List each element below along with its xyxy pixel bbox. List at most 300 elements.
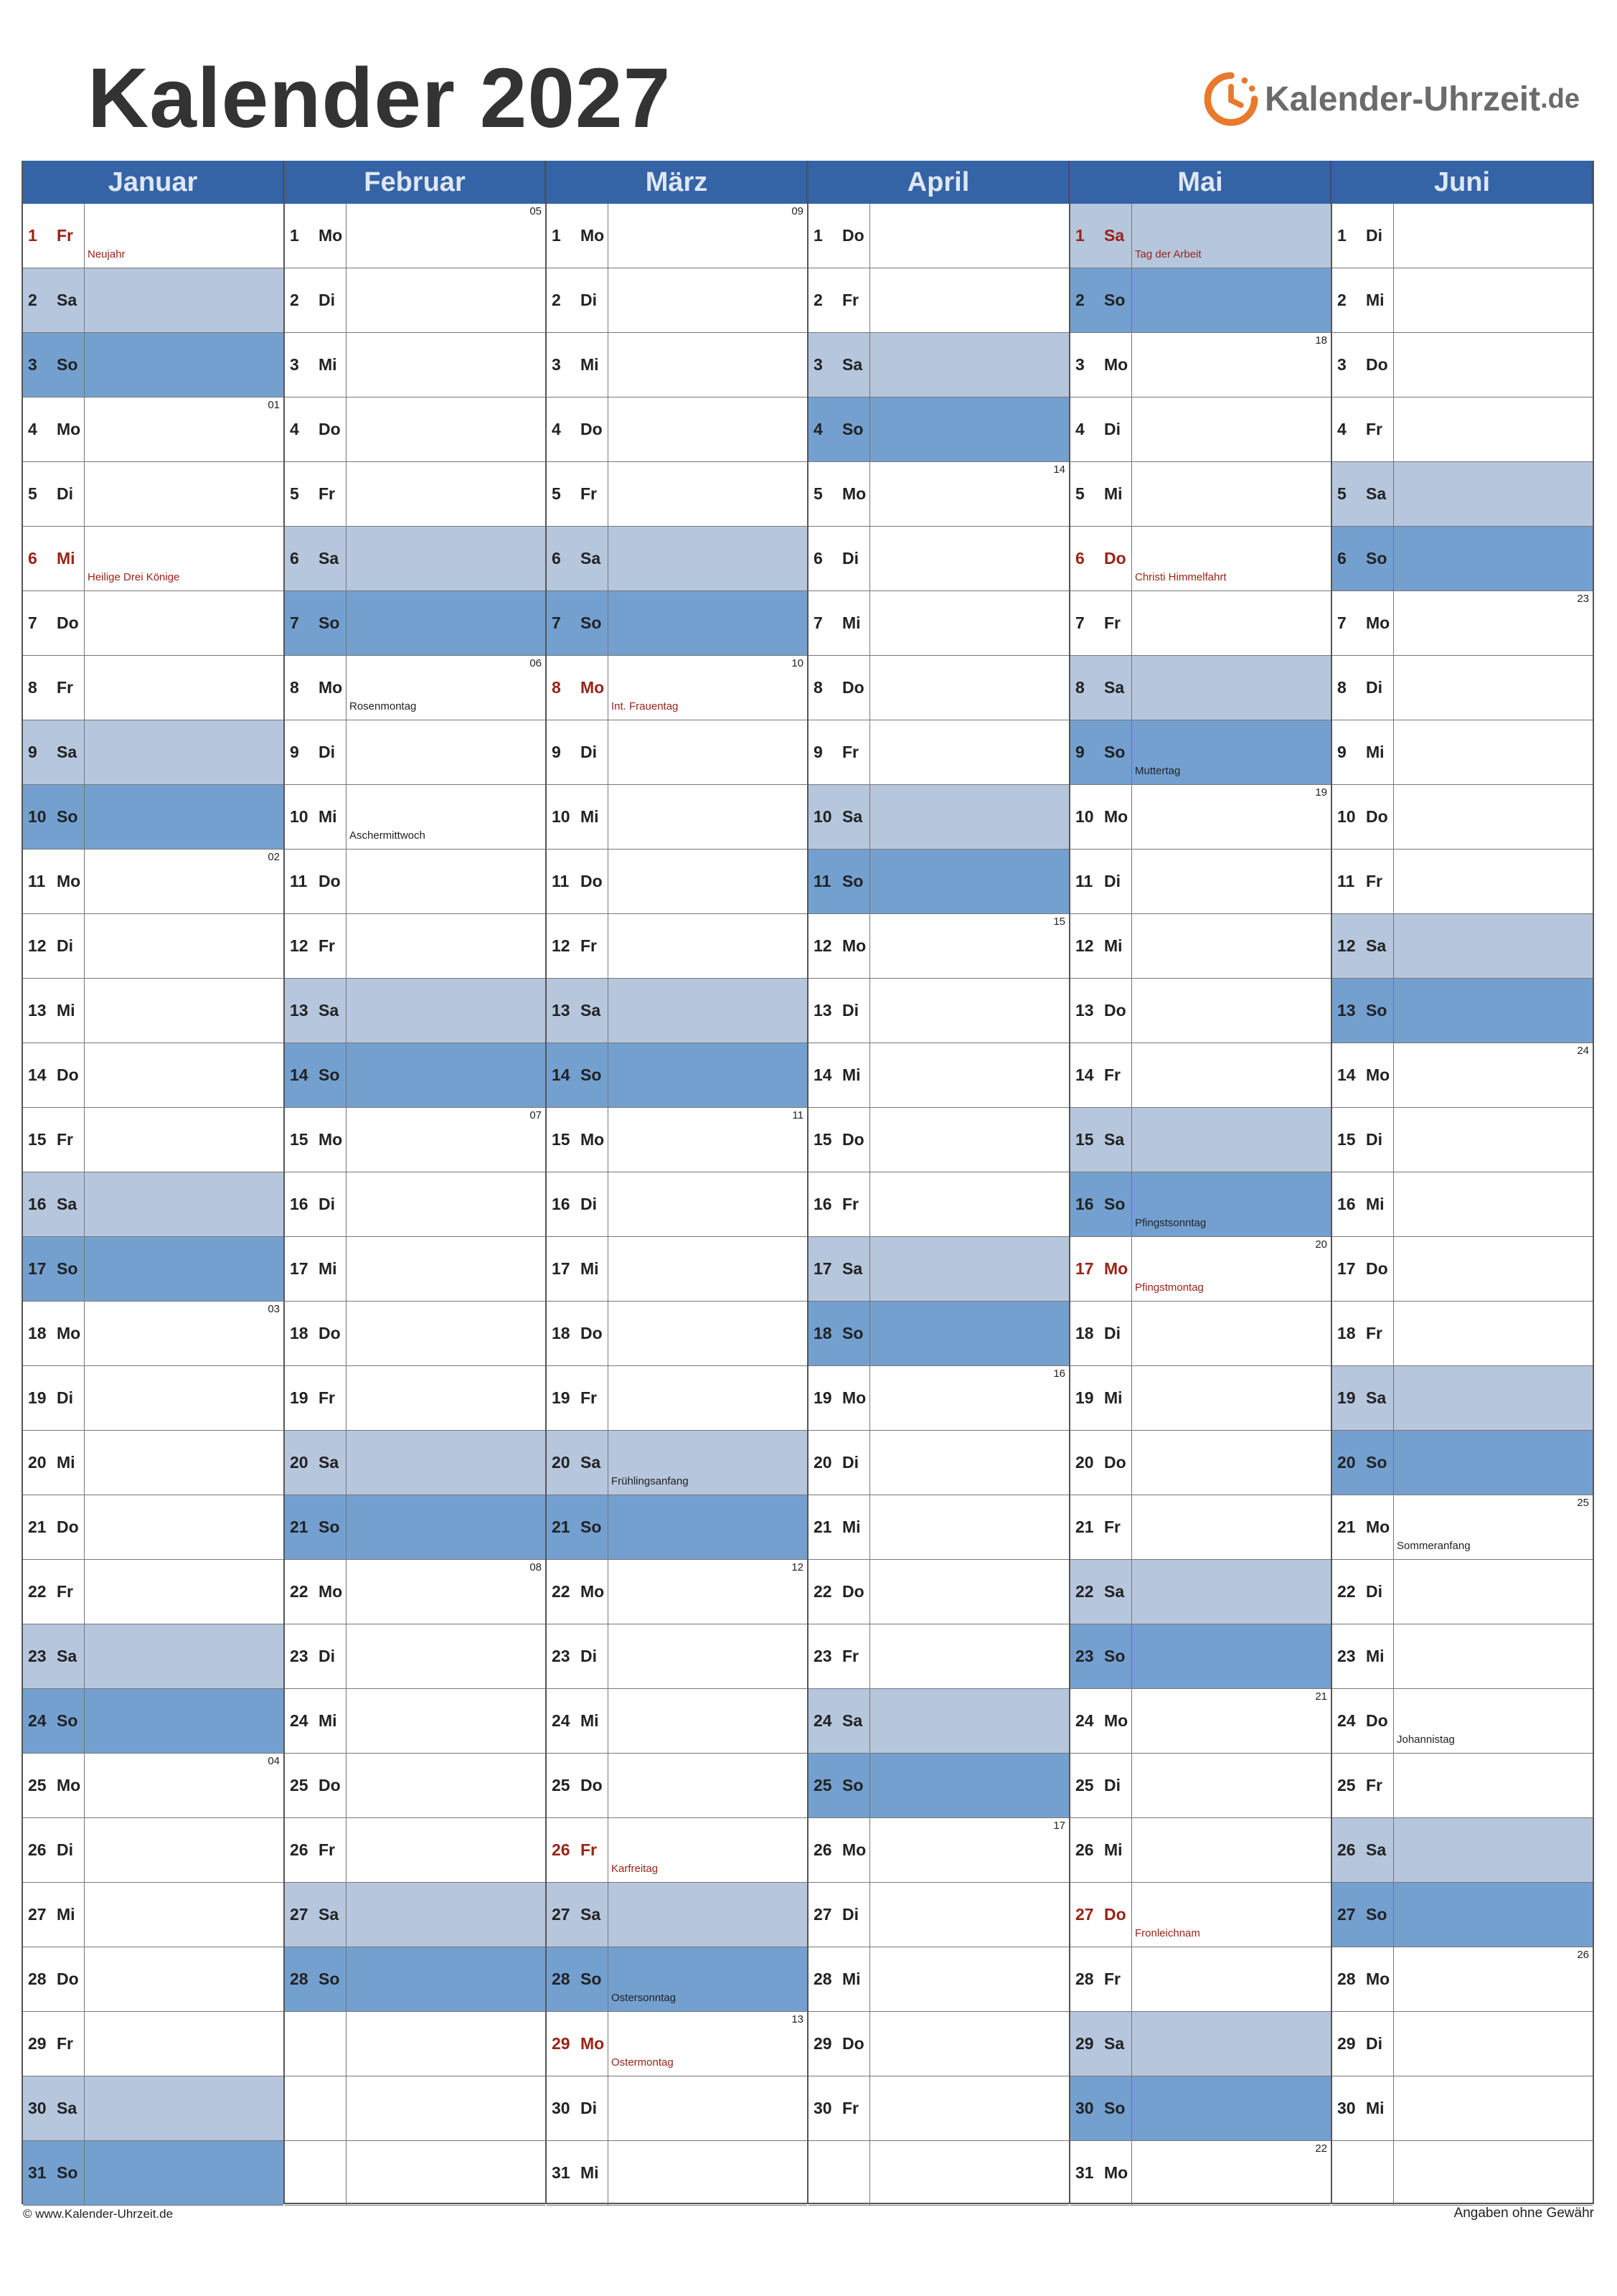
day-note-cell[interactable] bbox=[608, 1689, 807, 1753]
month-header: Februar bbox=[285, 161, 545, 204]
day-note-cell[interactable] bbox=[1132, 2076, 1331, 2140]
day-note-cell[interactable] bbox=[1132, 979, 1331, 1043]
day-note-cell[interactable] bbox=[870, 591, 1069, 655]
day-number-cell bbox=[285, 1818, 346, 1882]
day-number-cell bbox=[23, 527, 85, 591]
weekday-abbr: Mi bbox=[1366, 291, 1385, 309]
day-note-cell[interactable] bbox=[870, 2076, 1069, 2140]
day-number: 23 bbox=[1075, 1647, 1094, 1665]
weekday-abbr: Mi bbox=[842, 1970, 861, 1988]
day-note-cell[interactable] bbox=[1394, 462, 1593, 526]
day-row bbox=[808, 1754, 1069, 1818]
day-note-cell[interactable] bbox=[346, 2012, 545, 2076]
day-note-cell[interactable] bbox=[85, 527, 283, 591]
day-note-cell[interactable] bbox=[1394, 1431, 1593, 1495]
day-number: 3 bbox=[814, 355, 823, 374]
day-note-cell[interactable] bbox=[1132, 785, 1331, 849]
day-note-cell[interactable] bbox=[608, 1818, 807, 1882]
weekday-abbr: So bbox=[319, 613, 340, 632]
day-note-cell[interactable] bbox=[1394, 527, 1593, 591]
day-number: 10 bbox=[552, 807, 570, 826]
day-number-cell bbox=[285, 1947, 346, 2011]
day-note-cell[interactable] bbox=[608, 1947, 807, 2011]
day-note-cell[interactable] bbox=[346, 1172, 545, 1236]
day-note-cell[interactable] bbox=[346, 1754, 545, 1817]
day-number: 6 bbox=[28, 549, 37, 568]
day-note-cell[interactable] bbox=[1394, 1172, 1593, 1236]
day-note-cell[interactable] bbox=[608, 720, 807, 784]
day-note-cell[interactable] bbox=[608, 1883, 807, 1947]
day-note-cell[interactable] bbox=[870, 1818, 1069, 1882]
day-note-cell[interactable] bbox=[85, 1108, 283, 1172]
day-note-cell[interactable] bbox=[346, 1043, 545, 1107]
day-number-cell bbox=[23, 850, 85, 913]
day-note-cell[interactable] bbox=[85, 2141, 283, 2205]
day-note-cell[interactable] bbox=[1132, 2012, 1331, 2076]
day-note-cell[interactable] bbox=[346, 397, 545, 461]
day-note-cell[interactable] bbox=[1394, 720, 1593, 784]
day-note-cell[interactable] bbox=[1132, 268, 1331, 332]
day-note-cell[interactable] bbox=[870, 850, 1069, 913]
day-note-cell[interactable] bbox=[608, 979, 807, 1043]
day-note-cell[interactable] bbox=[85, 268, 283, 332]
day-note-cell[interactable] bbox=[346, 1495, 545, 1559]
day-note-cell[interactable] bbox=[1394, 1108, 1593, 1172]
day-number-cell bbox=[285, 1043, 346, 1107]
day-note-cell[interactable] bbox=[1394, 1947, 1593, 2011]
day-note-cell[interactable] bbox=[608, 850, 807, 913]
day-note-cell[interactable] bbox=[608, 268, 807, 332]
day-row bbox=[1332, 1560, 1593, 1624]
day-number-cell bbox=[23, 1689, 85, 1753]
weekday-abbr: Mo bbox=[1104, 355, 1128, 374]
week-number: 01 bbox=[268, 399, 280, 411]
day-note-cell[interactable] bbox=[1394, 850, 1593, 913]
day-note-cell[interactable] bbox=[1132, 1237, 1331, 1301]
day-note-cell[interactable] bbox=[1394, 1237, 1593, 1301]
day-note-cell[interactable] bbox=[85, 462, 283, 526]
day-note-cell[interactable] bbox=[85, 1495, 283, 1559]
day-note-cell[interactable] bbox=[346, 1883, 545, 1947]
day-note-cell[interactable] bbox=[1132, 656, 1331, 720]
day-note-cell[interactable] bbox=[85, 1947, 283, 2011]
day-number-cell bbox=[1070, 1689, 1132, 1753]
weekday-abbr: Sa bbox=[1366, 936, 1387, 955]
day-note-cell[interactable] bbox=[1132, 1043, 1331, 1107]
day-note-cell[interactable] bbox=[870, 1495, 1069, 1559]
day-note-cell[interactable] bbox=[870, 527, 1069, 591]
day-number-cell bbox=[1332, 1947, 1394, 2011]
day-note-cell[interactable] bbox=[1394, 1689, 1593, 1753]
day-number: 25 bbox=[552, 1776, 570, 1794]
day-note-cell[interactable] bbox=[870, 720, 1069, 784]
day-number-cell bbox=[1070, 850, 1132, 913]
day-note-cell[interactable] bbox=[870, 1560, 1069, 1624]
day-note-cell[interactable] bbox=[346, 1689, 545, 1753]
day-note-cell[interactable] bbox=[346, 268, 545, 332]
day-note-cell[interactable] bbox=[870, 1754, 1069, 1817]
day-number: 26 bbox=[1337, 1840, 1356, 1859]
day-note-cell[interactable] bbox=[870, 1624, 1069, 1688]
day-note-cell[interactable] bbox=[346, 2141, 545, 2205]
day-number: 18 bbox=[1337, 1324, 1356, 1342]
day-note-cell[interactable] bbox=[85, 333, 283, 397]
day-note-cell[interactable] bbox=[608, 1302, 807, 1365]
brand-logo[interactable] bbox=[1200, 63, 1580, 135]
day-note-cell[interactable] bbox=[1394, 1560, 1593, 1624]
day-number-cell bbox=[1332, 1431, 1394, 1495]
day-note-cell[interactable] bbox=[870, 268, 1069, 332]
day-row bbox=[1070, 462, 1331, 527]
day-note-cell[interactable] bbox=[346, 1108, 545, 1172]
day-note-cell[interactable] bbox=[85, 1883, 283, 1947]
week-number: 21 bbox=[1315, 1690, 1327, 1703]
day-note-cell[interactable] bbox=[1132, 914, 1331, 978]
day-note-cell[interactable] bbox=[85, 785, 283, 849]
day-note-cell[interactable] bbox=[1132, 1818, 1331, 1882]
day-note-cell[interactable] bbox=[1132, 1495, 1331, 1559]
day-note-cell[interactable] bbox=[1132, 527, 1331, 591]
day-note-cell[interactable] bbox=[1394, 1754, 1593, 1817]
day-row bbox=[808, 1302, 1069, 1366]
day-note-cell[interactable] bbox=[870, 2012, 1069, 2076]
day-note-cell[interactable] bbox=[870, 1883, 1069, 1947]
day-note-cell[interactable] bbox=[608, 656, 807, 720]
day-note-cell[interactable] bbox=[85, 1043, 283, 1107]
day-note-cell[interactable] bbox=[1394, 979, 1593, 1043]
day-note-cell[interactable] bbox=[1132, 2141, 1331, 2205]
day-note-cell[interactable] bbox=[346, 204, 545, 268]
day-note-cell[interactable] bbox=[85, 591, 283, 655]
day-note-cell[interactable] bbox=[1132, 850, 1331, 913]
day-number: 13 bbox=[28, 1001, 47, 1020]
day-note-cell[interactable] bbox=[85, 1818, 283, 1882]
day-row bbox=[547, 1431, 807, 1495]
day-note-cell[interactable] bbox=[1394, 333, 1593, 397]
day-number-cell bbox=[808, 1237, 870, 1301]
day-note-cell[interactable] bbox=[346, 720, 545, 784]
day-note-cell[interactable] bbox=[85, 914, 283, 978]
day-note-cell[interactable] bbox=[346, 2076, 545, 2140]
day-row bbox=[808, 591, 1069, 656]
day-note-cell[interactable] bbox=[870, 462, 1069, 526]
day-note-cell[interactable] bbox=[1132, 1302, 1331, 1365]
day-note-cell[interactable] bbox=[608, 1624, 807, 1688]
day-number-cell bbox=[1070, 1043, 1132, 1107]
day-note-cell[interactable] bbox=[608, 1043, 807, 1107]
day-note-cell[interactable] bbox=[1394, 1624, 1593, 1688]
day-note-cell[interactable] bbox=[608, 1560, 807, 1624]
day-note-cell[interactable] bbox=[870, 1043, 1069, 1107]
day-row bbox=[23, 1495, 283, 1560]
day-note-cell[interactable] bbox=[85, 979, 283, 1043]
day-note-cell[interactable] bbox=[608, 1754, 807, 1817]
weekday-abbr: Mo bbox=[1366, 613, 1390, 632]
day-note-cell[interactable] bbox=[1132, 1108, 1331, 1172]
weekday-abbr: Do bbox=[1104, 1905, 1126, 1924]
day-number: 15 bbox=[290, 1130, 308, 1149]
day-note-cell[interactable] bbox=[870, 333, 1069, 397]
weekday-abbr: Sa bbox=[580, 1453, 601, 1472]
weekday-abbr: Mi bbox=[1366, 1195, 1385, 1213]
weekday-abbr: Sa bbox=[57, 1647, 77, 1665]
day-note-cell[interactable] bbox=[1394, 268, 1593, 332]
day-row bbox=[23, 850, 283, 914]
day-note-cell[interactable] bbox=[1394, 1302, 1593, 1365]
day-note-cell[interactable] bbox=[870, 1108, 1069, 1172]
day-number-cell bbox=[285, 527, 346, 591]
day-note-cell[interactable] bbox=[1132, 1624, 1331, 1688]
day-number-cell bbox=[808, 204, 870, 268]
day-note-cell[interactable] bbox=[1132, 397, 1331, 461]
day-note-cell[interactable] bbox=[608, 1431, 807, 1495]
day-note-cell[interactable] bbox=[85, 720, 283, 784]
weekday-abbr: So bbox=[57, 807, 78, 826]
day-row bbox=[547, 1043, 807, 1108]
day-note-cell[interactable] bbox=[346, 656, 545, 720]
day-note-cell[interactable] bbox=[1394, 2141, 1593, 2205]
day-note-cell[interactable] bbox=[346, 979, 545, 1043]
day-note-cell[interactable] bbox=[85, 204, 283, 268]
day-number-cell bbox=[547, 1108, 608, 1172]
day-row bbox=[1070, 591, 1331, 656]
day-number-cell bbox=[23, 656, 85, 720]
day-note-cell[interactable] bbox=[1394, 1366, 1593, 1430]
day-row bbox=[808, 1366, 1069, 1431]
day-note-cell[interactable] bbox=[1394, 2012, 1593, 2076]
weekday-abbr: Fr bbox=[57, 1582, 73, 1601]
day-note-cell[interactable] bbox=[608, 914, 807, 978]
day-note-cell[interactable] bbox=[346, 1560, 545, 1624]
day-note-cell[interactable] bbox=[1394, 914, 1593, 978]
day-note-cell[interactable] bbox=[608, 527, 807, 591]
month-header: Juni bbox=[1332, 161, 1593, 204]
day-note-cell[interactable] bbox=[608, 1108, 807, 1172]
day-note-cell[interactable] bbox=[1132, 591, 1331, 655]
day-note-cell[interactable] bbox=[85, 850, 283, 913]
day-number: 5 bbox=[814, 484, 823, 503]
weekday-abbr: Fr bbox=[842, 1647, 859, 1665]
day-note-cell[interactable] bbox=[1394, 1043, 1593, 1107]
day-number: 27 bbox=[814, 1905, 832, 1924]
footer-disclaimer: Angaben ohne Gewähr bbox=[1453, 2206, 1594, 2221]
day-note-cell[interactable] bbox=[85, 656, 283, 720]
weekday-abbr: Fr bbox=[1104, 1065, 1121, 1084]
day-note-cell[interactable] bbox=[1132, 1754, 1331, 1817]
day-number: 4 bbox=[814, 420, 823, 438]
day-note-cell[interactable] bbox=[346, 1237, 545, 1301]
weekday-abbr: Di bbox=[319, 1195, 335, 1213]
day-note-cell[interactable] bbox=[1394, 2076, 1593, 2140]
day-note-cell[interactable] bbox=[608, 1237, 807, 1301]
day-note-cell[interactable] bbox=[346, 850, 545, 913]
day-number: 10 bbox=[290, 807, 308, 826]
day-row bbox=[23, 1560, 283, 1624]
day-note-cell[interactable] bbox=[608, 785, 807, 849]
day-note-cell[interactable] bbox=[1394, 1495, 1593, 1559]
weekday-abbr: Mo bbox=[319, 226, 343, 245]
day-note-cell[interactable] bbox=[870, 1302, 1069, 1365]
day-note-cell[interactable] bbox=[608, 2012, 807, 2076]
day-number-cell bbox=[547, 656, 608, 720]
day-note-cell[interactable] bbox=[346, 1366, 545, 1430]
day-row bbox=[547, 397, 807, 462]
day-note-cell[interactable] bbox=[1394, 397, 1593, 461]
day-note-cell[interactable] bbox=[870, 785, 1069, 849]
day-note-cell[interactable] bbox=[608, 397, 807, 461]
day-number: 4 bbox=[28, 420, 37, 438]
day-note-cell[interactable] bbox=[870, 1366, 1069, 1430]
day-note-cell[interactable] bbox=[346, 1431, 545, 1495]
day-note-cell[interactable] bbox=[85, 2076, 283, 2140]
day-number: 31 bbox=[28, 2163, 47, 2182]
day-row bbox=[1070, 1366, 1331, 1431]
day-row bbox=[1070, 785, 1331, 850]
day-note-cell[interactable] bbox=[1394, 204, 1593, 268]
day-note-cell[interactable] bbox=[85, 2012, 283, 2076]
day-note-cell[interactable] bbox=[85, 1560, 283, 1624]
day-note-cell[interactable] bbox=[1394, 1818, 1593, 1882]
day-number-cell bbox=[547, 1818, 608, 1882]
weekday-abbr: Di bbox=[1104, 1324, 1121, 1342]
day-note-cell[interactable] bbox=[85, 1237, 283, 1301]
day-number: 9 bbox=[290, 743, 299, 761]
day-note-cell[interactable] bbox=[608, 591, 807, 655]
day-number: 15 bbox=[1075, 1130, 1094, 1149]
day-number-cell bbox=[285, 785, 346, 849]
day-note-cell[interactable] bbox=[346, 914, 545, 978]
day-number-cell bbox=[23, 591, 85, 655]
day-note-cell[interactable] bbox=[1132, 1883, 1331, 1947]
weekday-abbr: Do bbox=[842, 678, 864, 697]
day-note-cell[interactable] bbox=[870, 1689, 1069, 1753]
day-note-cell[interactable] bbox=[870, 1947, 1069, 2011]
day-note-cell[interactable] bbox=[346, 785, 545, 849]
day-note-cell[interactable] bbox=[608, 2076, 807, 2140]
day-note-cell[interactable] bbox=[870, 1237, 1069, 1301]
day-note-cell[interactable] bbox=[870, 979, 1069, 1043]
day-number-cell bbox=[285, 1366, 346, 1430]
weekday-abbr: So bbox=[319, 1065, 340, 1084]
day-note-cell[interactable] bbox=[85, 1302, 283, 1365]
weekday-abbr: Mo bbox=[57, 420, 81, 438]
day-note-cell[interactable] bbox=[1394, 656, 1593, 720]
month-header: April bbox=[808, 161, 1069, 204]
day-number-cell bbox=[1332, 1818, 1394, 1882]
day-note-cell[interactable] bbox=[870, 914, 1069, 978]
day-number-cell bbox=[808, 462, 870, 526]
day-note-cell[interactable] bbox=[870, 204, 1069, 268]
day-row bbox=[285, 333, 545, 397]
day-note-cell[interactable] bbox=[608, 333, 807, 397]
day-note-cell[interactable] bbox=[85, 1366, 283, 1430]
day-row bbox=[547, 1883, 807, 1947]
day-note-cell[interactable] bbox=[608, 204, 807, 268]
day-number: 17 bbox=[552, 1259, 570, 1278]
day-note-cell[interactable] bbox=[870, 2141, 1069, 2205]
day-note-cell[interactable] bbox=[1132, 1689, 1331, 1753]
weekday-abbr: Mi bbox=[319, 355, 337, 374]
day-note-cell[interactable] bbox=[346, 1302, 545, 1365]
day-row bbox=[23, 1431, 283, 1495]
day-number: 22 bbox=[28, 1582, 47, 1601]
day-note-cell[interactable] bbox=[346, 527, 545, 591]
day-row bbox=[23, 2141, 283, 2206]
day-number: 3 bbox=[1337, 355, 1347, 374]
day-note-cell[interactable] bbox=[1394, 785, 1593, 849]
holiday-label: Karfreitag bbox=[611, 1863, 659, 1875]
day-number-cell bbox=[1070, 785, 1132, 849]
day-note-cell[interactable] bbox=[1132, 462, 1331, 526]
day-note-cell[interactable] bbox=[346, 1624, 545, 1688]
day-row bbox=[1332, 397, 1593, 462]
day-note-cell[interactable] bbox=[608, 1366, 807, 1430]
day-note-cell[interactable] bbox=[1132, 1560, 1331, 1624]
day-note-cell[interactable] bbox=[870, 1172, 1069, 1236]
day-number: 19 bbox=[290, 1388, 308, 1407]
day-note-cell[interactable] bbox=[608, 2141, 807, 2205]
day-note-cell[interactable] bbox=[346, 1947, 545, 2011]
day-note-cell[interactable] bbox=[1132, 1431, 1331, 1495]
day-note-cell[interactable] bbox=[85, 397, 283, 461]
day-note-cell[interactable] bbox=[870, 1431, 1069, 1495]
day-note-cell[interactable] bbox=[1132, 333, 1331, 397]
month-header: Mai bbox=[1070, 161, 1331, 204]
day-number: 30 bbox=[814, 2099, 832, 2117]
day-note-cell[interactable] bbox=[85, 1172, 283, 1236]
day-note-cell[interactable] bbox=[608, 1172, 807, 1236]
day-note-cell[interactable] bbox=[85, 1431, 283, 1495]
day-number-cell bbox=[1332, 1302, 1394, 1365]
day-note-cell[interactable] bbox=[1132, 204, 1331, 268]
day-note-cell[interactable] bbox=[346, 333, 545, 397]
weekday-abbr: Do bbox=[57, 613, 79, 632]
day-note-cell[interactable] bbox=[1394, 591, 1593, 655]
day-number-cell bbox=[1070, 2076, 1132, 2140]
day-note-cell[interactable] bbox=[1132, 1947, 1331, 2011]
day-row bbox=[1070, 397, 1331, 462]
day-note-cell[interactable] bbox=[346, 591, 545, 655]
day-note-cell[interactable] bbox=[1132, 720, 1331, 784]
day-note-cell[interactable] bbox=[870, 397, 1069, 461]
day-number: 29 bbox=[28, 2034, 47, 2053]
day-note-cell[interactable] bbox=[608, 462, 807, 526]
day-note-cell[interactable] bbox=[85, 1754, 283, 1817]
day-note-cell[interactable] bbox=[870, 656, 1069, 720]
day-number: 10 bbox=[814, 807, 832, 826]
day-row bbox=[547, 656, 807, 720]
day-note-cell[interactable] bbox=[85, 1624, 283, 1688]
day-row bbox=[808, 1043, 1069, 1108]
day-note-cell[interactable] bbox=[608, 1495, 807, 1559]
day-note-cell[interactable] bbox=[85, 1689, 283, 1753]
day-note-cell[interactable] bbox=[1132, 1366, 1331, 1430]
day-row bbox=[23, 1689, 283, 1754]
day-row bbox=[547, 785, 807, 850]
day-row bbox=[547, 1495, 807, 1560]
day-note-cell[interactable] bbox=[346, 1818, 545, 1882]
day-row bbox=[1070, 1754, 1331, 1818]
day-number-cell bbox=[1332, 1043, 1394, 1107]
day-number-cell bbox=[547, 720, 608, 784]
day-note-cell[interactable] bbox=[1394, 1883, 1593, 1947]
day-note-cell[interactable] bbox=[1132, 1172, 1331, 1236]
month-column bbox=[1332, 161, 1594, 2203]
day-row bbox=[547, 2076, 807, 2141]
day-note-cell[interactable] bbox=[346, 462, 545, 526]
day-row bbox=[285, 979, 545, 1043]
day-row bbox=[285, 1495, 545, 1560]
